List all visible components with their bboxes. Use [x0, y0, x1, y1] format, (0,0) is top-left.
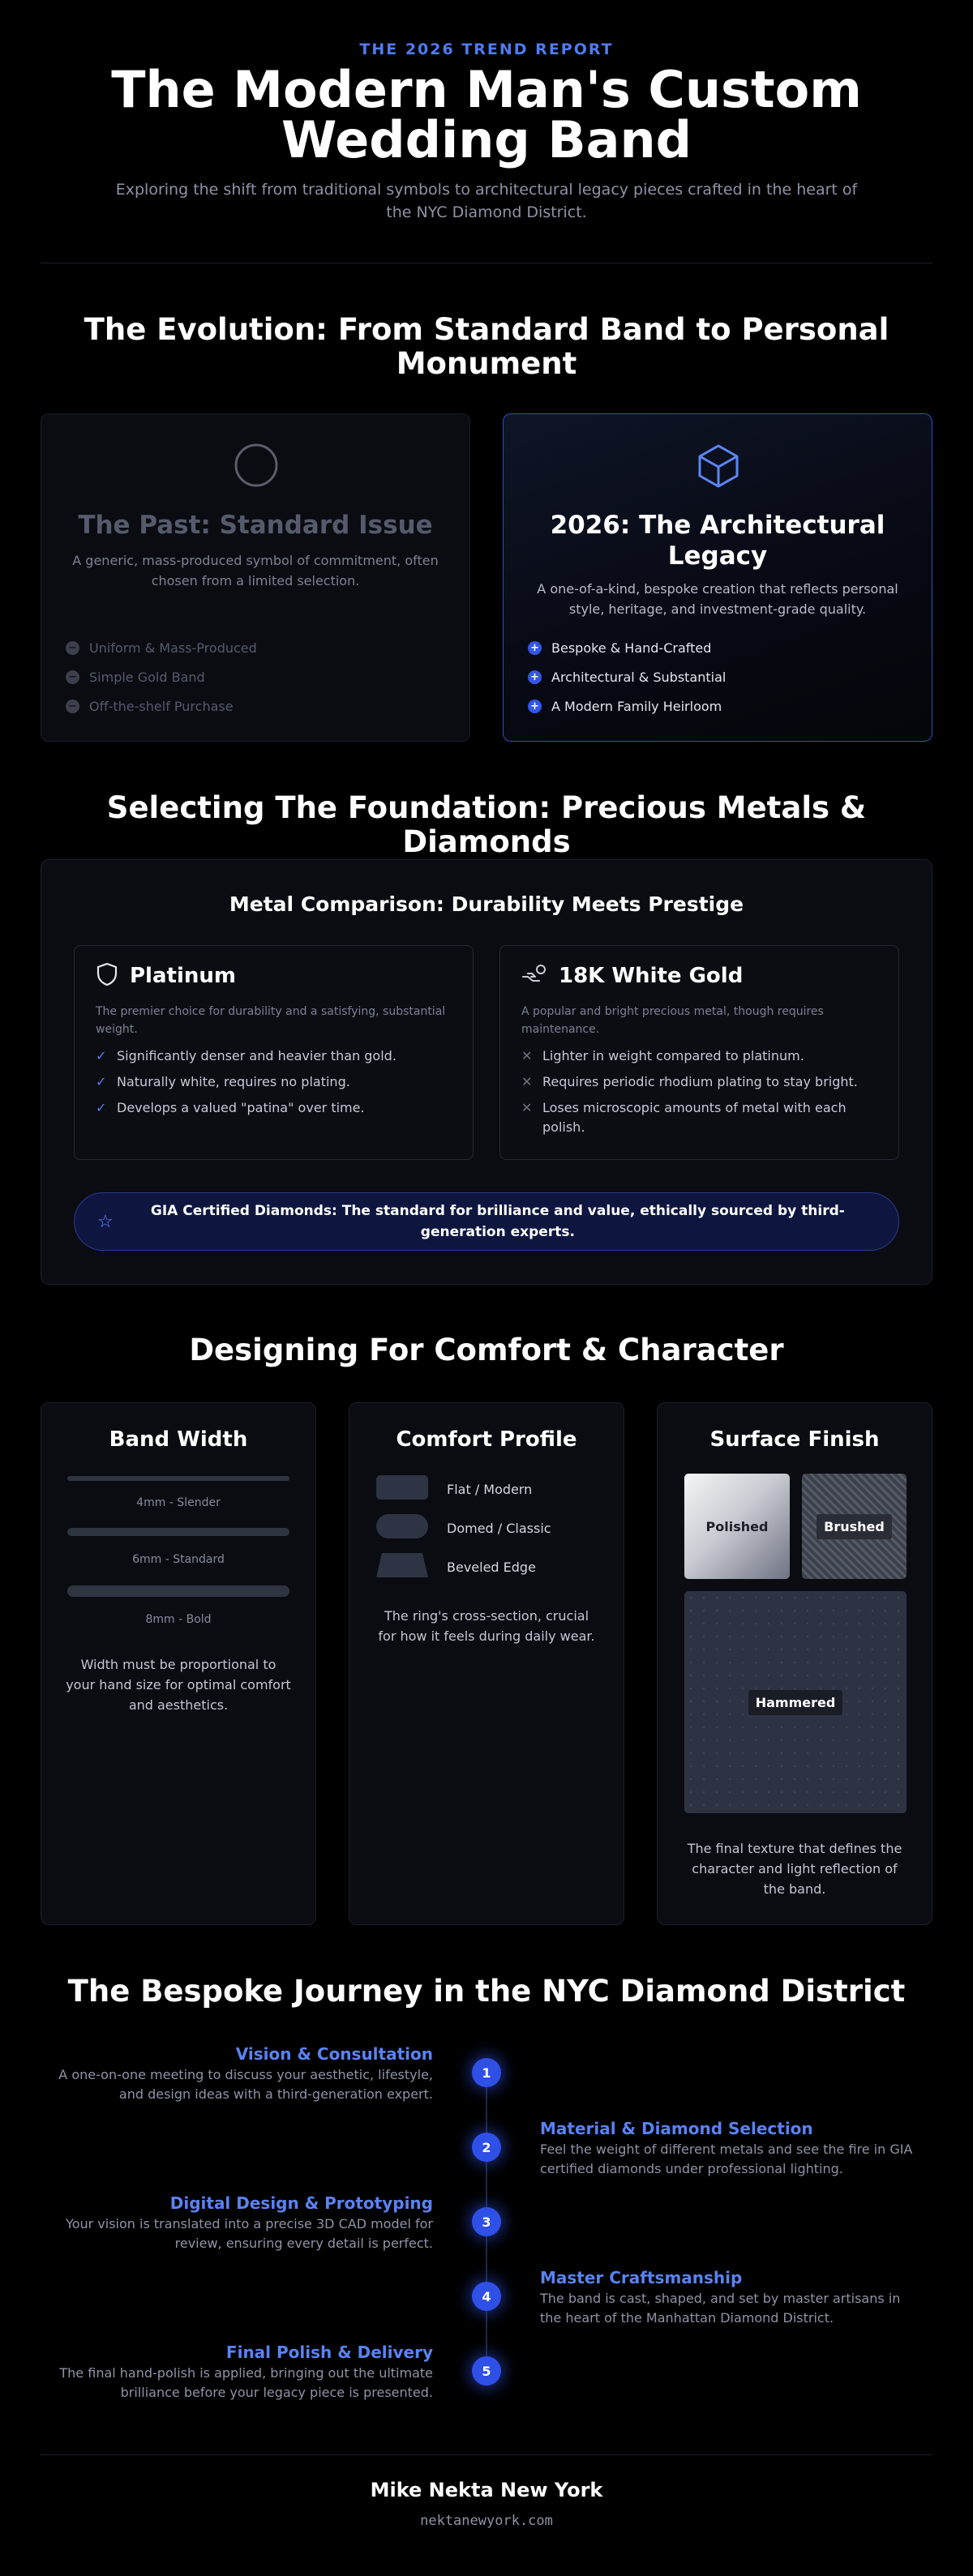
list-item: − Off-the-shelf Purchase: [66, 691, 445, 721]
profile-option-domed: Domed / Classic: [375, 1513, 551, 1543]
list-item: − Simple Gold Band: [66, 662, 445, 691]
past-list: [66, 633, 445, 721]
list-item: ✓ Develops a valued "patina" over time.: [96, 1098, 452, 1118]
x-icon: ✕: [521, 1048, 533, 1063]
white-gold-desc: A popular and bright precious metal, though requires maintenance.: [521, 1005, 824, 1036]
step-title: Digital Design & Prototyping: [169, 2193, 433, 2213]
step-number-badge: 3: [472, 2207, 501, 2236]
footer-website-link[interactable]: nektanewyork.com: [420, 2513, 553, 2529]
surface-finish-desc: The final texture that defines the character and light reflection of the band.: [687, 1841, 902, 1897]
minus-icon: −: [66, 670, 79, 684]
comfort-profile-card: [349, 1402, 624, 1925]
white-gold-points: [521, 1046, 877, 1144]
check-icon: ✓: [96, 1100, 107, 1115]
platinum-name: Platinum: [130, 964, 236, 988]
platinum-card: [74, 945, 474, 1160]
future-desc: A one-of-a-kind, bespoke creation that reflects personal style, heritage, and investment-grade quality.: [537, 581, 898, 617]
list-item: ✕ Requires periodic rhodium plating to stay bright.: [521, 1072, 877, 1092]
white-gold-card: [499, 945, 899, 1160]
journey-title: The Bespoke Journey in the NYC Diamond District: [67, 1974, 906, 2009]
width-bar-4mm: [67, 1476, 289, 1481]
x-icon: ✕: [521, 1074, 533, 1089]
step-number-badge: 5: [472, 2356, 501, 2386]
step-title: Vision & Consultation: [235, 2044, 433, 2064]
platinum-points: [96, 1046, 452, 1124]
journey-step-4: [540, 2266, 921, 2328]
evolution-title: The Evolution: From Standard Band to Personal Monument: [84, 312, 889, 381]
width-label: 8mm - Bold: [145, 1613, 212, 1626]
comfort-profile-desc: The ring's cross-section, crucial for how it feels during daily wear.: [378, 1608, 595, 1644]
footer-divider: [41, 2454, 932, 2455]
width-bar-8mm: [67, 1585, 289, 1597]
platinum-desc: The premier choice for durability and a satisfying, substantial weight.: [96, 1005, 446, 1036]
surface-finish-card: [657, 1402, 932, 1925]
list-item: + A Modern Family Heirloom: [528, 691, 907, 721]
surface-finish-title: Surface Finish: [709, 1427, 880, 1452]
width-bar-6mm: [67, 1528, 289, 1536]
minus-icon: −: [66, 641, 79, 655]
gia-callout: [74, 1192, 899, 1251]
list-item: ✓ Significantly denser and heavier than gold.: [96, 1046, 452, 1066]
domed-profile-icon: [375, 1513, 429, 1543]
list-item: + Architectural & Substantial: [528, 662, 907, 691]
beveled-profile-icon: [375, 1552, 429, 1581]
hand-coin-icon: [521, 962, 547, 990]
finish-option-hammered: Hammered: [684, 1591, 907, 1813]
band-width-desc: Width must be proportional to your hand size for optimal comfort and aesthetics.: [66, 1657, 291, 1713]
comfort-profile-title: Comfort Profile: [396, 1427, 577, 1452]
list-item: − Uniform & Mass-Produced: [66, 633, 445, 662]
step-desc: The final hand-polish is applied, bringing out the ultimate brilliance before your legacy piece is presented.: [59, 2365, 433, 2400]
step-number-badge: 1: [472, 2058, 501, 2087]
step-desc: The band is cast, shaped, and set by master artisans in the heart of the Manhattan Diamond District.: [540, 2291, 901, 2326]
width-label: 4mm - Slender: [136, 1496, 221, 1509]
plus-icon: +: [528, 641, 542, 655]
minus-icon: −: [66, 700, 79, 713]
x-icon: ✕: [521, 1100, 533, 1115]
past-title: The Past: Standard Issue: [78, 511, 433, 540]
journey-step-1: [52, 2043, 433, 2104]
finish-option-brushed: Brushed: [802, 1474, 907, 1579]
profile-option-beveled: Beveled Edge: [375, 1552, 536, 1581]
list-item: ✕ Lighter in weight compared to platinum.: [521, 1046, 877, 1066]
white-gold-name: 18K White Gold: [559, 964, 744, 988]
check-icon: ✓: [96, 1048, 107, 1063]
star-icon: ☆: [97, 1211, 114, 1232]
step-desc: Your vision is translated into a precise 3D CAD model for review, ensuring every detail is perfect.: [66, 2216, 433, 2251]
past-card: [41, 413, 470, 742]
footer-brand: Mike Nekta New York: [370, 2479, 603, 2501]
journey-step-5: [52, 2341, 433, 2403]
cube-icon: [694, 442, 743, 490]
step-number-badge: 4: [472, 2282, 501, 2311]
plus-icon: +: [528, 670, 542, 684]
flat-profile-icon: [375, 1474, 429, 1504]
future-title: 2026: The Architectural Legacy: [550, 511, 885, 571]
metal-comparison-card: [41, 859, 932, 1285]
report-kicker: THE 2026 TREND REPORT: [359, 41, 614, 58]
journey-step-2: [540, 2117, 921, 2179]
page-subtitle: Exploring the shift from traditional symbols to architectural legacy pieces crafted in the heart of the NYC Diamond District.: [115, 181, 858, 221]
step-desc: A one-on-one meeting to discuss your aesthetic, lifestyle, and design ideas with a third-generation expert.: [58, 2067, 433, 2102]
list-item: ✓ Naturally white, requires no plating.: [96, 1072, 452, 1092]
step-number-badge: 2: [472, 2133, 501, 2162]
check-icon: ✓: [96, 1074, 107, 1089]
band-width-card: [41, 1402, 316, 1925]
shield-icon: [96, 962, 118, 990]
future-card: [503, 413, 932, 742]
list-item: + Bespoke & Hand-Crafted: [528, 633, 907, 662]
profile-option-flat: Flat / Modern: [375, 1474, 532, 1504]
past-desc: A generic, mass-produced symbol of commitment, often chosen from a limited selection.: [72, 553, 439, 588]
plus-icon: +: [528, 700, 542, 713]
page-title: The Modern Man's Custom Wedding Band: [111, 60, 862, 169]
width-label: 6mm - Standard: [132, 1553, 225, 1566]
metal-comparison-title: Metal Comparison: Durability Meets Prestige: [229, 892, 744, 916]
list-item: ✕ Loses microscopic amounts of metal with each polish.: [521, 1100, 847, 1135]
design-title: Designing For Comfort & Character: [189, 1333, 784, 1367]
circle-icon: [234, 443, 279, 488]
step-title: Master Craftsmanship: [540, 2268, 743, 2287]
band-width-title: Band Width: [109, 1427, 248, 1452]
gia-text: GIA Certified Diamonds: The standard for brilliance and value, ethically sourced by third-generation experts.: [150, 1203, 845, 1240]
future-list: [528, 633, 907, 721]
step-title: Final Polish & Delivery: [225, 2343, 433, 2362]
foundation-title: Selecting The Foundation: Precious Metals & Diamonds: [106, 790, 867, 859]
journey-step-3: [52, 2192, 433, 2253]
step-title: Material & Diamond Selection: [540, 2119, 813, 2138]
finish-option-polished: Polished: [684, 1474, 790, 1579]
step-desc: Feel the weight of different metals and see the fire in GIA certified diamonds under professional lighting.: [540, 2142, 913, 2176]
